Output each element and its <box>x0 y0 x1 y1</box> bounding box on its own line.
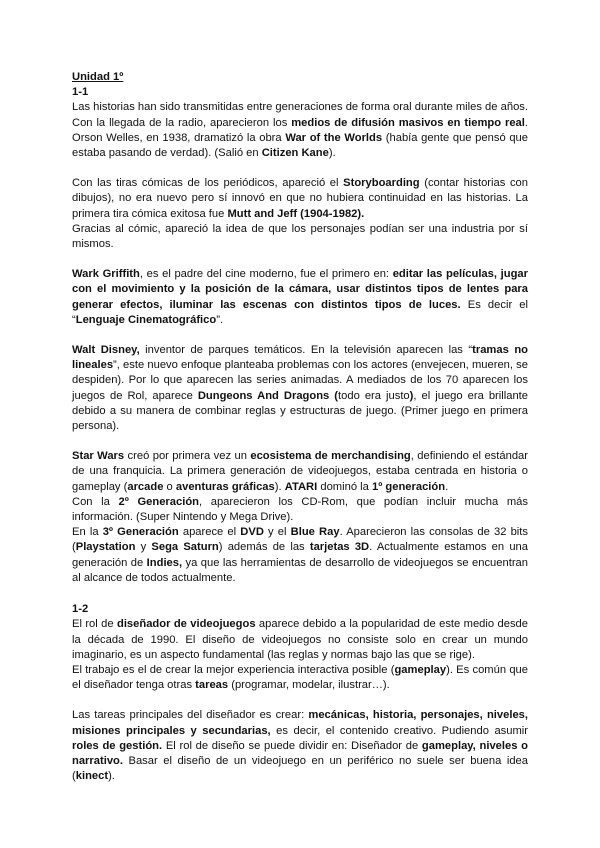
unit-title: Unidad 1º <box>72 71 124 83</box>
paragraph-griffith: Wark Griffith, es el padre del cine moderno, fue el primero en: editar las películas, jugar con el movimiento y la posición de la cámara, usar distintos tipos de lentes para generar efectos, iluminar las escenas con distintos tipos de luces. Es decir el “Lenguaje Cinematográfico”. <box>72 268 528 326</box>
paragraph-oral-history: Las historias han sido transmitidas entre generaciones de forma oral durante miles de años. Con la llegada de la radio, aparecieron los medios de difusión masivos en tiempo real. Orson Welles, en 1938, dramatizó la obra War of the Worlds (había gente que pensó que estaba pasando de verdad). (Salió en Citizen Kane). <box>72 101 529 160</box>
paragraph-designer-role: El rol de diseñador de videojuegos aparece debido a la popularidad de este medio desde la década de 1990. El diseño de videojuegos no consiste solo en crear un mundo imaginario, es un aspecto fundamental (las reglas y normas bajo las que se rige). <box>72 618 528 661</box>
section-heading-1-1: 1-1 <box>72 86 89 99</box>
paragraph-disney: Walt Disney, inventor de parques temáticos. En la televisión aparecen las “tramas no lineales”, este nuevo enfoque planteaba problemas con los actores (envejecen, mueren, se despiden). Por lo que aparecen las series animadas. A mediados de los 70 aparecen los juegos de Rol, aparece Dungeons And Dragons (todo era justo), el juego era brillante debido a su manera de combinar reglas y estructuras de juego. (Primer juego en primera persona). <box>72 344 529 433</box>
paragraph-star-wars: Star Wars creó por primera vez un ecosistema de merchandising, definiendo el estándar de una franquicia. La primera generación de videojuegos, estaba centrada en historia o gameplay (arcade o aventuras gráficas). ATARI dominó la 1º generación. <box>72 450 529 493</box>
section-heading-1-2: 1-2 <box>72 603 89 616</box>
paragraph-second-generation: Con la 2º Generación, aparecieron los CD-Rom, que podían incluir mucha más información. (Super Nintendo y Mega Drive). <box>72 495 528 524</box>
paragraph-third-generation: En la 3º Generación aparece el DVD y el Blue Ray. Aparecieron las consolas de 32 bits (Playstation y Sega Saturn) además de las tarjetas 3D. Actualmente estamos en una generación de Indies, ya que las herramientas de desarrollo de videojuegos se encuentran al alcance de todos actualmente. <box>72 526 528 584</box>
paragraph-designer-work: El trabajo es el de crear la mejor experiencia interactiva posible (gameplay). Es común que el diseñador tenga otras tareas (programar, modelar, ilustrar…). <box>72 663 528 692</box>
paragraph-comics: Con las tiras cómicas de los periódicos, apareció el Storyboarding (contar historias con dibujos), no era nuevo pero sí innovó en que no hubiera continuidad en las historias. La primera tira cómica exitosa fue Mutt and Jeff (1904-1982). Gracias al cómic, apareció la idea de que los personajes podían ser una industria por sí mismos. <box>72 177 528 251</box>
paragraph-designer-tasks: Las tareas principales del diseñador es crear: mecánicas, historia, personajes, niveles, misiones principales y secundarias, es decir, el contenido creativo. Pudiendo asumir roles de gestión. El rol de diseño se puede dividir en: Diseñador de gameplay, niveles o narrativo. Basar el diseño de un videojuego en un periférico no suele ser buena idea (kinect). <box>72 709 529 783</box>
